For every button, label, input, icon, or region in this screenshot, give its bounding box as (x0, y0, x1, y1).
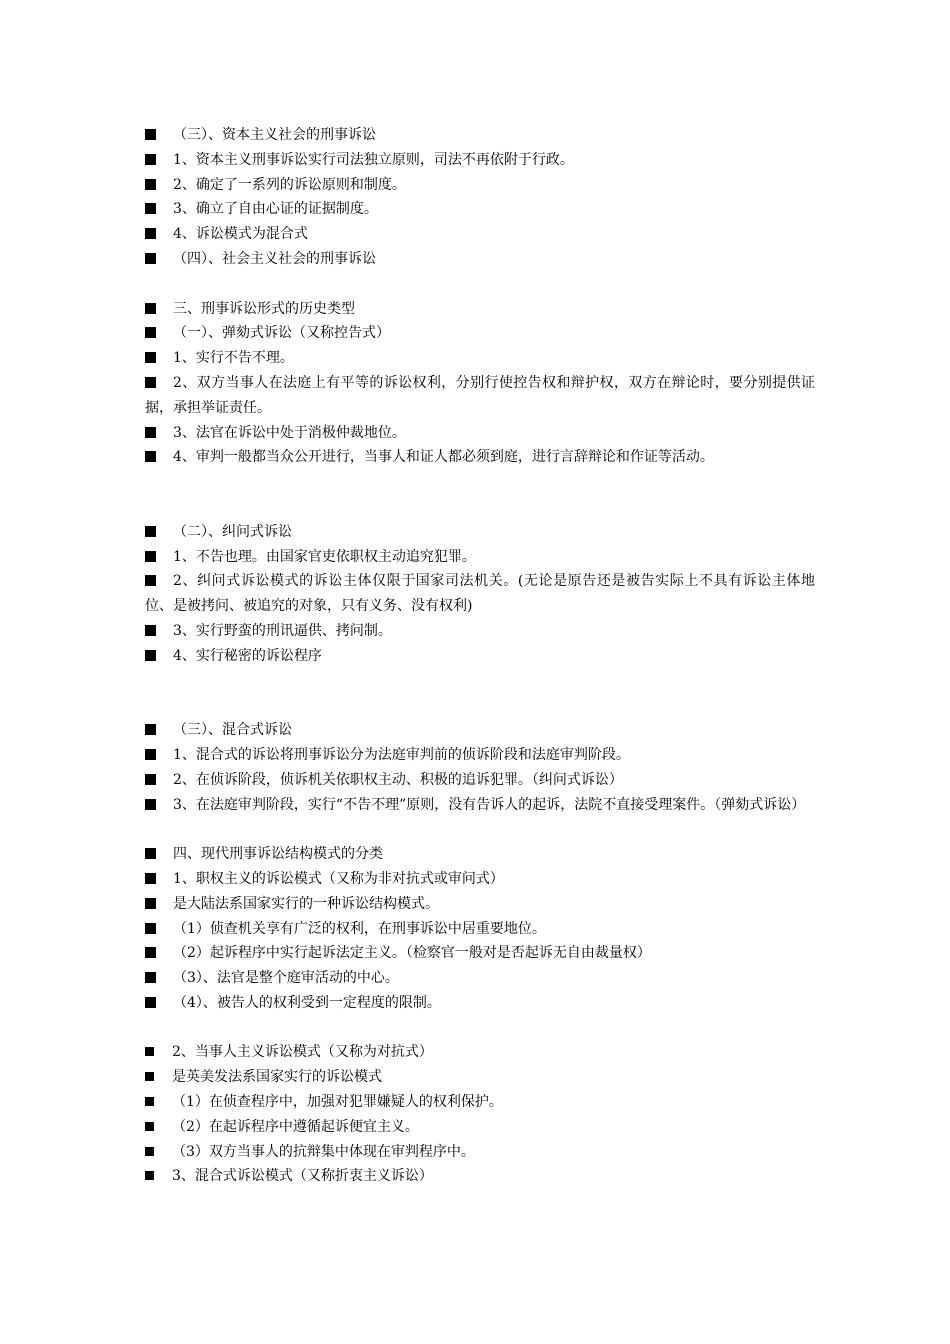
list-item-text: 3、混合式诉讼模式（又称折衷主义诉讼） (172, 1168, 433, 1185)
list-item (145, 991, 815, 1016)
list-item-text: （二）、纠问式诉讼 (173, 523, 292, 540)
list-item (145, 619, 815, 644)
square-bullet-icon (145, 253, 156, 264)
list-item (145, 966, 815, 991)
list-item-text: 2、双方当事人在法庭上有平等的诉讼权利，分别行使控告权和辩护权，双方在辩论时，要分别提供证据，承担举证责任。 (145, 374, 815, 416)
list-item-text: 四、现代刑事诉讼结构模式的分类 (173, 846, 383, 863)
list-item (145, 346, 815, 371)
square-bullet-icon (145, 1097, 154, 1106)
list-item (145, 297, 815, 322)
list-item (145, 569, 815, 619)
square-bullet-icon (145, 997, 156, 1008)
list-item-text: 2、在侦诉阶段，侦诉机关依职权主动、积极的追诉犯罪。（纠问式诉讼） (173, 771, 623, 788)
square-bullet-icon (145, 1072, 154, 1081)
list-item-text: （3）双方当事人的抗辩集中体现在审判程序中。 (172, 1143, 475, 1160)
list-item-text: （四）、社会主义社会的刑事诉讼 (173, 250, 376, 267)
square-bullet-icon (145, 551, 156, 562)
square-bullet-icon (145, 303, 156, 314)
list-item-text: 2、纠问式诉讼模式的诉讼主体仅限于国家司法机关。(无论是原告还是被告实际上不具有诉讼主体地位、是被拷问、被追究的对象，只有义务、没有权利) (145, 573, 815, 615)
square-bullet-icon (145, 923, 156, 934)
square-bullet-icon (145, 154, 156, 165)
spacer (145, 693, 815, 718)
spacer (145, 1016, 815, 1041)
list-item (145, 123, 815, 148)
list-item-text: （1）在侦查程序中，加强对犯罪嫌疑人的权利保护。 (172, 1094, 503, 1111)
list-item (145, 173, 815, 198)
square-bullet-icon (145, 129, 156, 140)
square-bullet-icon (145, 898, 156, 909)
list-item (145, 743, 815, 768)
list-item-text: 3、确立了自由心证的证据制度。 (173, 201, 378, 218)
list-item-text: （4）、被告人的权利受到一定程度的限制。 (173, 994, 441, 1011)
list-item (145, 917, 815, 942)
list-item-text: 2、确定了一系列的诉讼原则和制度。 (173, 176, 406, 193)
list-item-text: 1、实行不告不理。 (173, 350, 294, 367)
list-item-text: 2、当事人主义诉讼模式（又称为对抗式） (172, 1044, 433, 1061)
list-item-text: 1、混合式的诉讼将刑事诉讼分为法庭审判前的侦诉阶段和法庭审判阶段。 (173, 746, 630, 763)
list-item-text: （2）在起诉程序中遵循起诉便宜主义。 (172, 1118, 419, 1135)
list-item (145, 545, 815, 570)
list-item (145, 148, 815, 173)
list-item-text: 3、实行野蛮的刑讯逼供、拷问制。 (173, 622, 392, 639)
spacer (145, 272, 815, 297)
list-item-text: 4、实行秘密的诉讼程序 (173, 647, 322, 664)
list-item (145, 1115, 815, 1140)
list-item (145, 1090, 815, 1115)
spacer (145, 470, 815, 495)
square-bullet-icon (145, 799, 156, 810)
list-item-text: 3、法官在诉讼中处于消极仲裁地位。 (173, 424, 406, 441)
list-item-text: （一）、弹劾式诉讼（又称控告式） (173, 325, 390, 342)
square-bullet-icon (145, 451, 156, 462)
spacer (145, 817, 815, 842)
list-item-text: 是大陆法系国家实行的一种诉讼结构模式。 (173, 895, 439, 912)
square-bullet-icon (145, 650, 156, 661)
square-bullet-icon (145, 203, 156, 214)
list-item-text: （1）侦查机关享有广泛的权利，在刑事诉讼中居重要地位。 (173, 920, 546, 937)
square-bullet-icon (145, 749, 156, 760)
square-bullet-icon (145, 625, 156, 636)
square-bullet-icon (145, 427, 156, 438)
square-bullet-icon (145, 848, 156, 859)
list-item (145, 941, 815, 966)
list-item-text: （3）、法官是整个庭审活动的中心。 (173, 970, 399, 987)
list-item (145, 222, 815, 247)
square-bullet-icon (145, 575, 156, 586)
list-item-text: 4、审判一般都当众公开进行，当事人和证人都必须到庭，进行言辞辩论和作证等活动。 (173, 449, 714, 466)
square-bullet-icon (145, 228, 156, 239)
spacer (145, 669, 815, 694)
list-item (145, 1140, 815, 1165)
list-item (145, 371, 815, 421)
list-item-text: （三）、混合式诉讼 (173, 722, 292, 739)
list-item (145, 867, 815, 892)
list-item (145, 842, 815, 867)
square-bullet-icon (145, 972, 156, 983)
square-bullet-icon (145, 873, 156, 884)
list-item-text: 1、不告也理。由国家官吏依职权主动追究犯罪。 (173, 548, 476, 565)
list-item (145, 321, 815, 346)
list-item-text: （2）起诉程序中实行起诉法定主义。（检察官一般对是否起诉无自由裁量权） (173, 945, 651, 962)
square-bullet-icon (145, 1047, 154, 1056)
list-item (145, 445, 815, 470)
document-body (145, 123, 815, 1189)
list-item (145, 197, 815, 222)
list-item (145, 892, 815, 917)
list-item (145, 1164, 815, 1189)
list-item-text: 3、在法庭审判阶段，实行“不告不理”原则，没有告诉人的起诉，法院不直接受理案件。（弹劾式诉讼） (173, 796, 806, 813)
list-item-text: （三）、资本主义社会的刑事诉讼 (173, 127, 376, 143)
list-item (145, 520, 815, 545)
square-bullet-icon (145, 327, 156, 338)
square-bullet-icon (145, 724, 156, 735)
list-item (145, 768, 815, 793)
list-item-text: 是英美发法系国家实行的诉讼模式 (172, 1069, 382, 1086)
list-item-text: 三、刑事诉讼形式的历史类型 (173, 300, 355, 317)
square-bullet-icon (145, 179, 156, 190)
list-item (145, 1040, 815, 1065)
square-bullet-icon (145, 526, 156, 537)
list-item (145, 247, 815, 272)
list-item-text: 4、诉讼模式为混合式 (173, 226, 308, 243)
list-item-text: 1、职权主义的诉讼模式（又称为非对抗式或审问式） (173, 870, 504, 887)
square-bullet-icon (145, 774, 156, 785)
list-item (145, 793, 815, 818)
list-item (145, 644, 815, 669)
square-bullet-icon (145, 1122, 154, 1131)
list-item-text: 1、资本主义刑事诉讼实行司法独立原则，司法不再依附于行政。 (173, 151, 574, 168)
square-bullet-icon (145, 1147, 154, 1156)
square-bullet-icon (145, 377, 156, 388)
square-bullet-icon (145, 1171, 154, 1180)
square-bullet-icon (145, 947, 156, 958)
spacer (145, 495, 815, 520)
list-item (145, 421, 815, 446)
list-item (145, 1065, 815, 1090)
square-bullet-icon (145, 352, 156, 363)
list-item (145, 718, 815, 743)
